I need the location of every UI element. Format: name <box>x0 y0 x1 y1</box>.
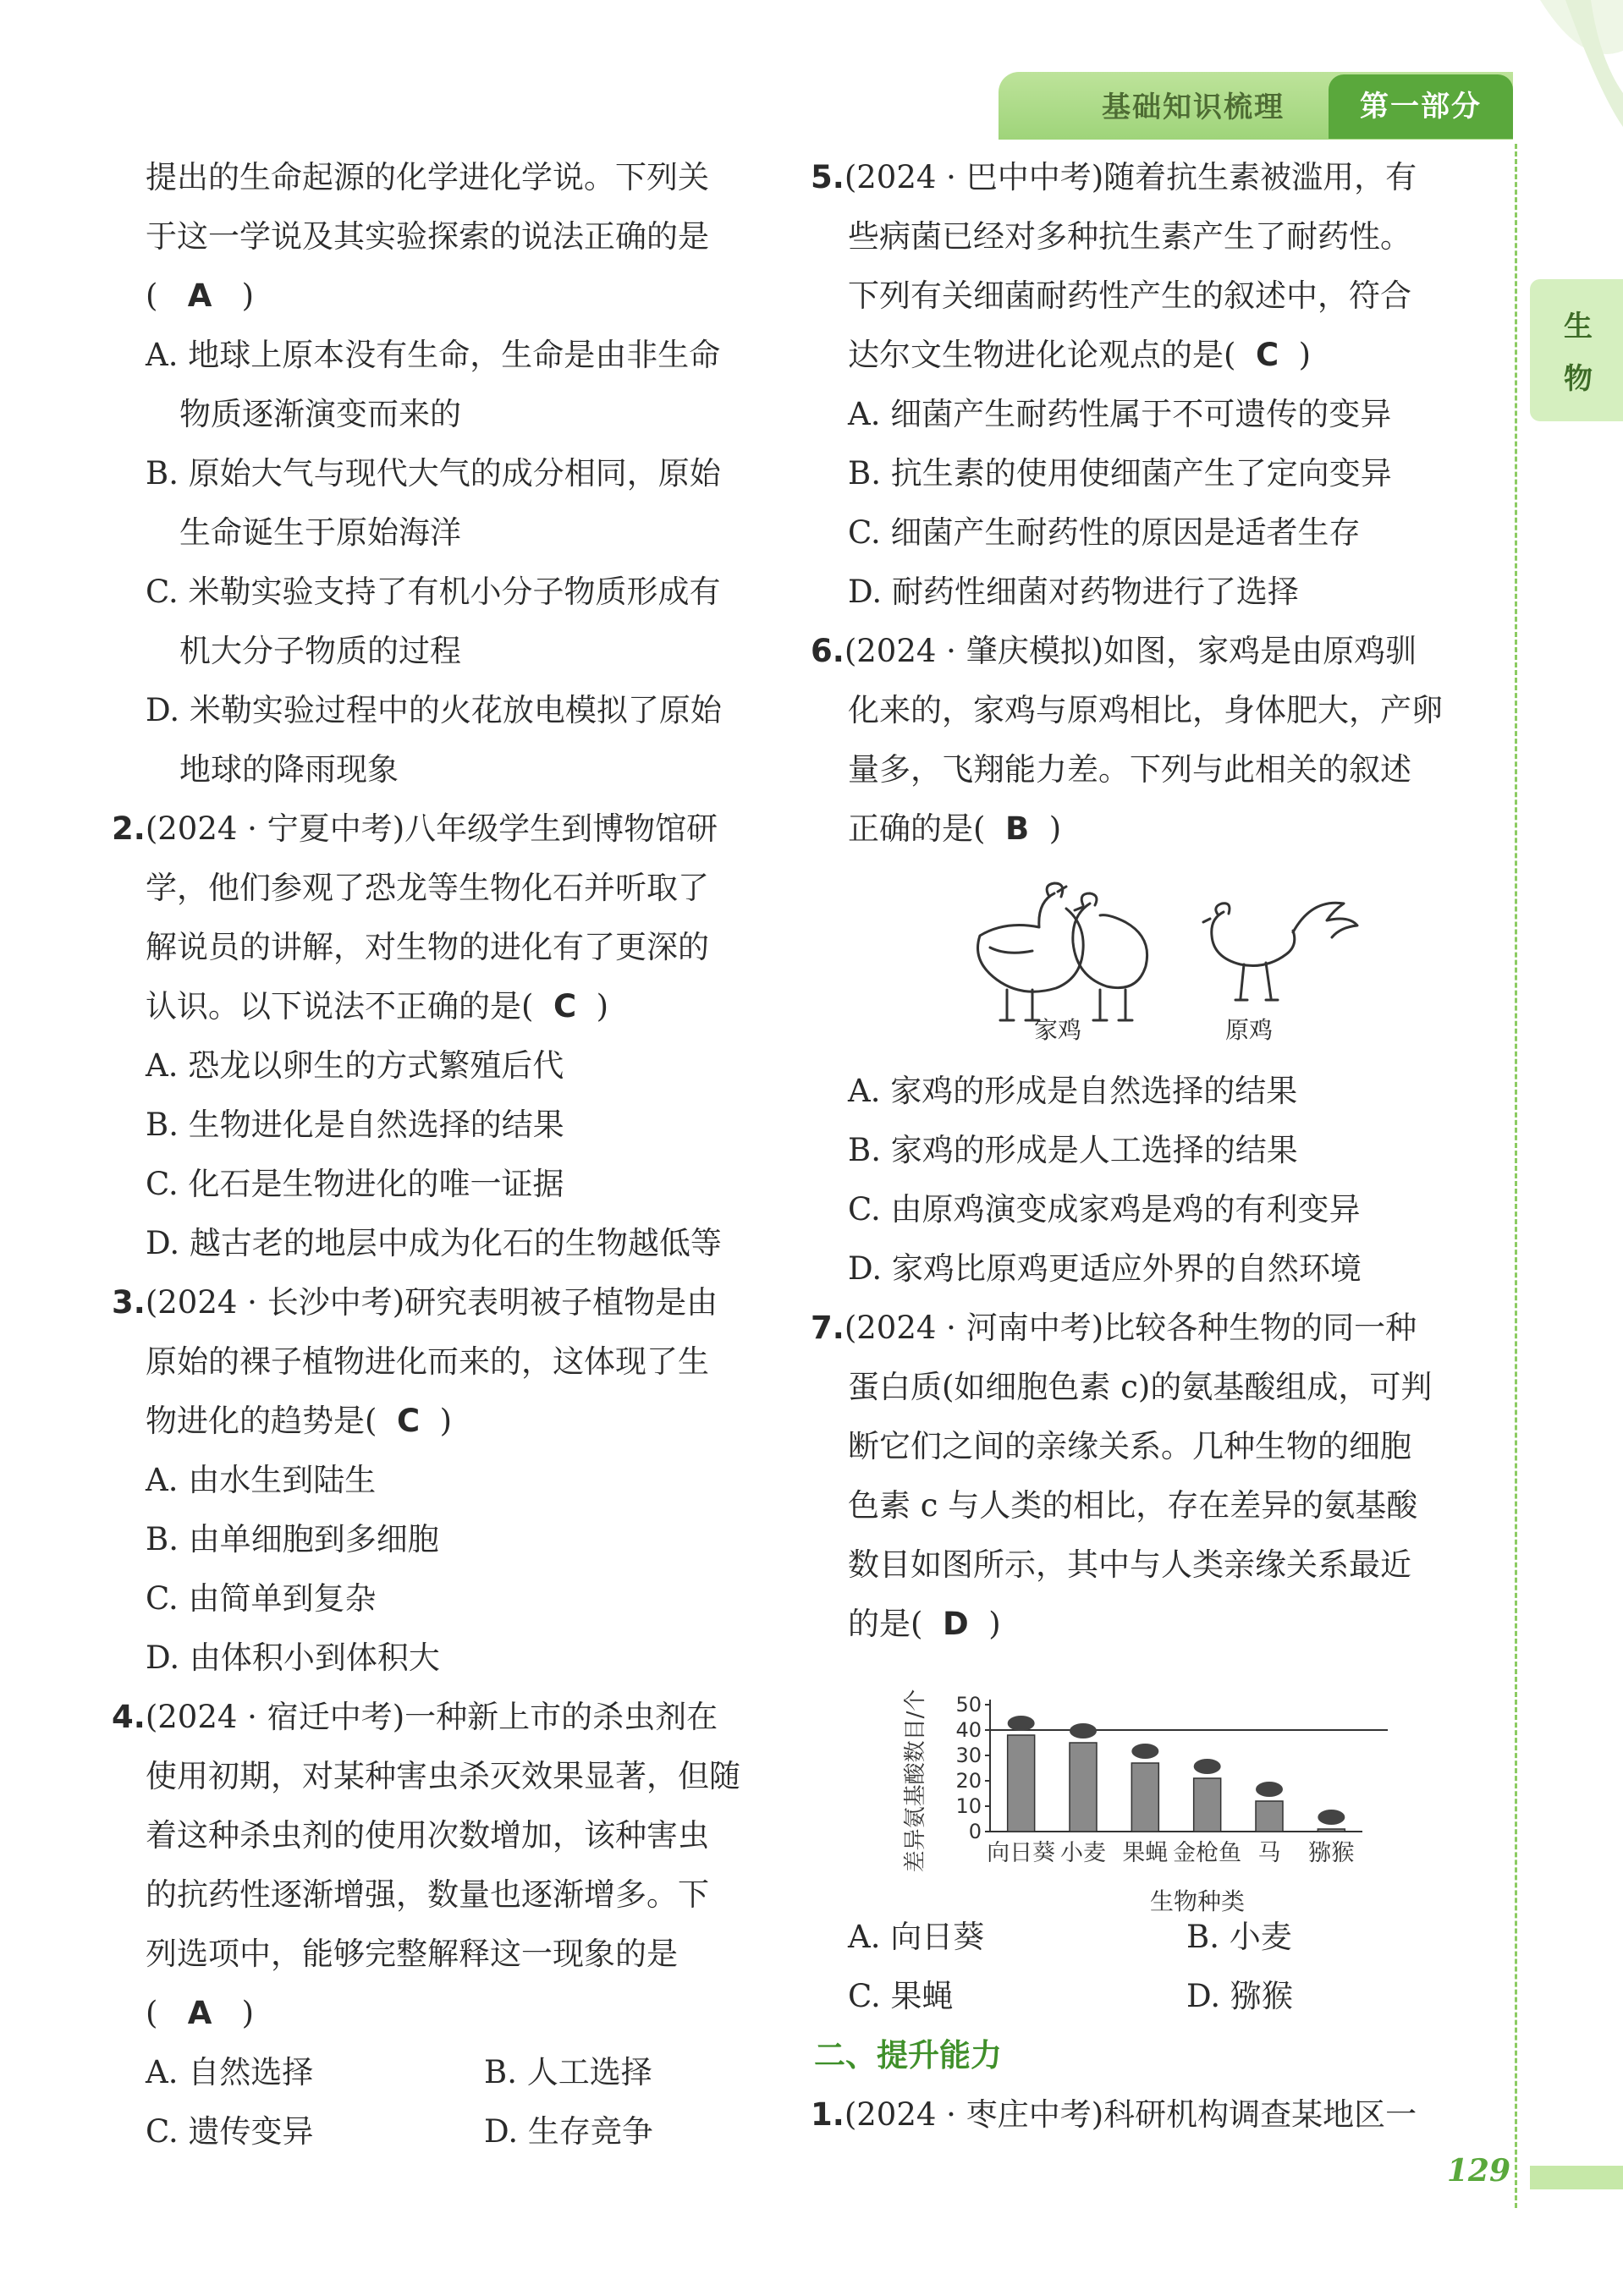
chart-x-tick-label: 果蝇 <box>1122 1840 1169 1866</box>
q1-text-line: 于这一学说及其实验探索的说法正确的是 <box>146 218 709 255</box>
q7-option: A. 向日葵 <box>848 1919 985 1955</box>
section-heading-improve: 二、提升能力 <box>814 2037 1002 2074</box>
q7-option: B. 小麦 <box>1186 1919 1292 1955</box>
q6-text-line: 化来的，家鸡与原鸡相比，身体肥大，产卵 <box>848 692 1443 728</box>
q2-answer-line: 认识。以下说法不正确的是( C ) <box>146 988 609 1024</box>
q1-option-cont: 生命诞生于原始海洋 <box>179 514 461 551</box>
q7-option: C. 果蝇 <box>848 1978 954 2014</box>
q5-text-line: 下列有关细菌耐药性产生的叙述中，符合 <box>848 277 1411 314</box>
q7-text-line: 断它们之间的亲缘关系。几种生物的细胞 <box>848 1428 1411 1464</box>
q5-text: 达尔文生物进化论观点的是( <box>848 337 1236 373</box>
q4-number: 4. <box>112 1699 146 1735</box>
q2-text: (2024 · 宁夏中考)八年级学生到博物馆研 <box>145 810 718 847</box>
q3-option: B. 由单细胞到多细胞 <box>146 1521 439 1557</box>
chart-y-axis-label: 差异氨基酸数目/个 <box>903 1689 928 1873</box>
q3-answer-line: 物进化的趋势是( C ) <box>146 1403 453 1439</box>
organism-icon <box>1194 1759 1221 1774</box>
chart-y-tick-label: 0 <box>968 1820 982 1843</box>
q1-option: C. 米勒实验支持了有机小分子物质形成有 <box>146 574 721 610</box>
amino-acid-bar-chart <box>889 1654 1439 1916</box>
chart-bar <box>1008 1735 1035 1832</box>
q3-line <box>112 1282 718 1324</box>
q3-text-line: 原始的裸子植物进化而来的，这体现了生 <box>146 1343 709 1380</box>
q7-text: (2024 · 河南中考)比较各种生物的同一种 <box>844 1310 1417 1346</box>
q4-option: C. 遗传变异 <box>146 2113 314 2150</box>
chart-x-tick-label: 猕猴 <box>1308 1840 1355 1866</box>
q4-line <box>112 1696 718 1738</box>
margin-dashed-line <box>1515 144 1517 2208</box>
chart-y-tick-label: 10 <box>955 1794 982 1818</box>
q4-answer: A <box>187 1995 212 2031</box>
q5-text-line: 些病菌已经对多种抗生素产生了耐药性。 <box>848 218 1411 255</box>
q2-option: B. 生物进化是自然选择的结果 <box>146 1107 564 1143</box>
q4-text-line: 列选项中，能够完整解释这一现象的是 <box>146 1936 678 1972</box>
q1-option-cont: 地球的降雨现象 <box>179 751 399 788</box>
q2-text-line: 解说员的讲解，对生物的进化有了更深的 <box>146 929 709 965</box>
q5-line <box>811 157 1417 199</box>
organism-icon <box>1256 1782 1283 1797</box>
q7-line <box>811 1307 1417 1349</box>
chart-y-tick-label: 40 <box>955 1718 982 1742</box>
q7-text: 的是( <box>848 1606 923 1642</box>
domestic-hen-figure <box>978 883 1084 1020</box>
q7-number: 7. <box>811 1310 845 1346</box>
q5-option: D. 耐药性细菌对药物进行了选择 <box>848 574 1299 610</box>
organism-icon <box>1131 1744 1158 1759</box>
q3-option: A. 由水生到陆生 <box>146 1462 377 1498</box>
q4-option: B. 人工选择 <box>484 2054 652 2090</box>
q1-text-line: 提出的生命起源的化学进化学说。下列关 <box>146 159 709 195</box>
chart-y-tick-label: 20 <box>955 1769 982 1793</box>
q2-line <box>112 808 718 850</box>
q4-text-line: 着这种杀虫剂的使用次数增加，该种害虫 <box>146 1817 709 1854</box>
chart-bar <box>1318 1829 1345 1832</box>
q7-answer: D <box>942 1606 969 1642</box>
caption-junglefowl: 原鸡 <box>1225 1016 1274 1044</box>
q7-text-line: 色素 c 与人类的相比，存在差异的氨基酸 <box>848 1487 1418 1524</box>
q5-option: C. 细菌产生耐药性的原因是适者生存 <box>848 514 1361 551</box>
q8-text: (2024 · 枣庄中考)科研机构调查某地区一 <box>844 2096 1417 2133</box>
q6-answer: B <box>1004 810 1030 847</box>
q1-option: B. 原始大气与现代大气的成分相同，原始 <box>146 455 721 492</box>
domestic-hen-figure <box>1073 893 1147 1020</box>
chart-y-tick-label: 30 <box>955 1744 982 1767</box>
chart-x-tick-label: 向日葵 <box>987 1840 1056 1866</box>
q2-answer: C <box>553 988 577 1024</box>
q2-option: D. 越古老的地层中成为化石的生物越低等 <box>146 1225 722 1261</box>
q2-option: A. 恐龙以卵生的方式繁殖后代 <box>146 1047 564 1084</box>
q1-option-cont: 机大分子物质的过程 <box>179 633 461 669</box>
q7-text-line: 数目如图所示，其中与人类亲缘关系最近 <box>848 1546 1411 1583</box>
q7-answer-line: 的是( D ) <box>848 1606 1001 1642</box>
chart-bar <box>1194 1778 1221 1832</box>
q2-option: C. 化石是生物进化的唯一证据 <box>146 1166 564 1202</box>
q5-answer-line: 达尔文生物进化论观点的是( C ) <box>848 337 1312 373</box>
q4-text-line: 使用初期，对某种害虫杀灭效果显著，但随 <box>146 1758 740 1794</box>
caption-domestic-chicken: 家鸡 <box>1034 1016 1082 1044</box>
q6-option: C. 由原鸡演变成家鸡是鸡的有利变异 <box>848 1191 1361 1228</box>
side-tab-char: 生 <box>1564 310 1593 343</box>
q6-option: A. 家鸡的形成是自然选择的结果 <box>848 1073 1298 1109</box>
q4-option: A. 自然选择 <box>146 2054 314 2090</box>
q6-text: (2024 · 肇庆模拟)如图，家鸡是由原鸡驯 <box>844 633 1417 669</box>
q6-answer-line: 正确的是( B ) <box>848 810 1062 847</box>
organism-icon <box>1070 1723 1097 1738</box>
chart-x-tick-label: 马 <box>1257 1840 1281 1866</box>
q8-number: 1. <box>811 2096 845 2133</box>
header-title: 基础知识梳理 <box>1102 91 1285 124</box>
chicken-illustration <box>956 863 1362 1032</box>
q6-number: 6. <box>811 633 845 669</box>
q6-text-line: 量多，飞翔能力差。下列与此相关的叙述 <box>848 751 1411 788</box>
q2-text-line: 学，他们参观了恐龙等生物化石并听取了 <box>146 870 709 906</box>
q3-number: 3. <box>112 1284 146 1321</box>
q3-text: (2024 · 长沙中考)研究表明被子植物是由 <box>145 1284 718 1321</box>
q1-answer-line: ( A ) <box>146 277 255 314</box>
q5-text: (2024 · 巴中中考)随着抗生素被滥用，有 <box>844 159 1417 195</box>
q7-text-line: 蛋白质(如细胞色素 c)的氨基酸组成，可判 <box>848 1369 1433 1405</box>
q6-text: 正确的是( <box>848 810 986 847</box>
q5-option: A. 细菌产生耐药性属于不可遗传的变异 <box>848 396 1392 432</box>
q5-option: B. 抗生素的使用使细菌产生了定向变异 <box>848 455 1392 492</box>
q1-option-cont: 物质逐渐演变而来的 <box>179 396 461 432</box>
page-number-bar <box>1530 2166 1623 2189</box>
q2-text: 认识。以下说法不正确的是( <box>146 988 534 1024</box>
q4-answer-line: ( A ) <box>146 1995 255 2031</box>
organism-icon <box>1318 1810 1345 1825</box>
q3-answer: C <box>396 1403 421 1439</box>
q4-text-line: 的抗药性逐渐增强，数量也逐渐增多。下 <box>146 1876 709 1913</box>
q3-option: D. 由体积小到体积大 <box>146 1640 440 1676</box>
chart-x-axis-label: 生物种类 <box>1149 1887 1246 1915</box>
chart-x-tick-label: 小麦 <box>1060 1840 1106 1866</box>
side-tab-char: 物 <box>1564 362 1593 396</box>
q1-option: A. 地球上原本没有生命，生命是由非生命 <box>146 337 721 373</box>
page-number: 129 <box>1446 2153 1510 2189</box>
junglefowl-figure <box>1203 903 1357 1000</box>
q4-text: (2024 · 宿迁中考)一种新上市的杀虫剂在 <box>145 1699 718 1735</box>
q5-answer: C <box>1255 337 1279 373</box>
q1-option: D. 米勒实验过程中的火花放电模拟了原始 <box>146 692 722 728</box>
q6-line <box>811 630 1417 673</box>
chart-bar <box>1256 1801 1283 1832</box>
corner-leaf-decoration <box>1506 0 1623 169</box>
q7-option: D. 猕猴 <box>1186 1978 1293 2014</box>
chart-y-tick-label: 50 <box>955 1693 982 1717</box>
q6-option: D. 家鸡比原鸡更适应外界的自然环境 <box>848 1250 1362 1287</box>
subject-side-tab <box>1530 279 1623 421</box>
q8-line <box>811 2094 1417 2136</box>
q2-number: 2. <box>112 810 146 847</box>
organism-icon <box>1008 1716 1035 1731</box>
q4-option: D. 生存竞争 <box>484 2113 653 2150</box>
q3-option: C. 由简单到复杂 <box>146 1580 377 1617</box>
chart-x-tick-label: 金枪鱼 <box>1173 1840 1242 1866</box>
chart-bar <box>1131 1763 1158 1832</box>
q6-option: B. 家鸡的形成是人工选择的结果 <box>848 1132 1298 1168</box>
q5-number: 5. <box>811 159 845 195</box>
chart-bar <box>1070 1743 1097 1832</box>
q1-answer: A <box>187 277 212 314</box>
q3-text: 物进化的趋势是( <box>146 1403 377 1439</box>
header-part-label: 第一部分 <box>1329 74 1513 139</box>
